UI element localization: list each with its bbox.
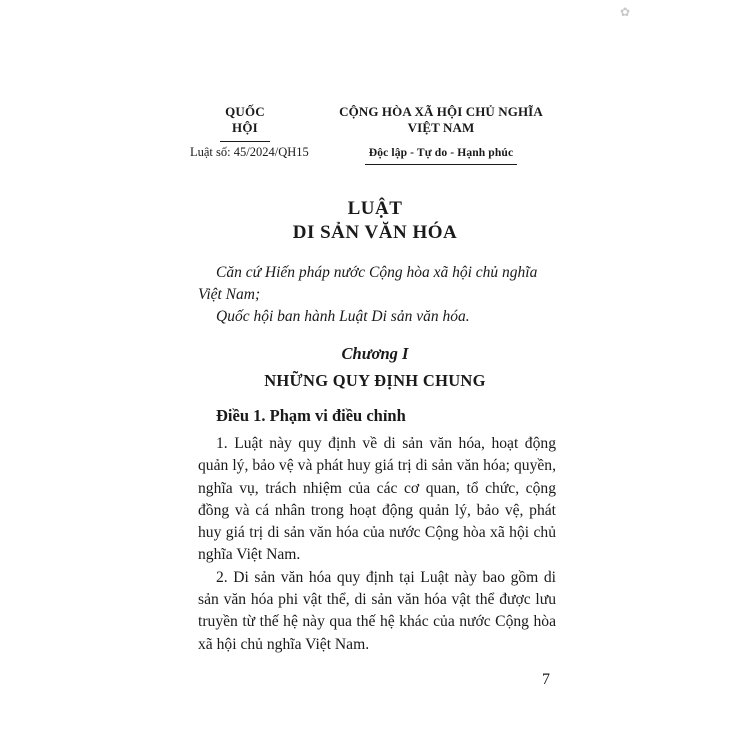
clause: 1. Luật này quy định về di sản văn hóa, hoạt động quản lý, bảo vệ và phát huy giá trị di sản văn hóa; quyền, nghĩa vụ, trách nhiệm của các cơ quan, tổ chức, cộng đồng và cá nhân trong hoạt động quản lý, bảo vệ, phát huy giá trị di sản văn hóa của nước Cộng hòa xã hội chủ nghĩa Việt Nam. bbox=[198, 435, 556, 564]
clause: 2. Di sản văn hóa quy định tại Luật này bao gồm di sản văn hóa phi vật thể, di sản văn hóa vật thể được lưu truyền từ thế hệ này qua thế hệ khác của nước Cộng hòa xã hội chủ nghĩa Việt Nam. bbox=[198, 568, 556, 653]
republic-name: CỘNG HÒA XÃ HỘI CHỦ NGHĨA VIỆT NAM bbox=[339, 104, 543, 135]
motto-underline bbox=[365, 164, 517, 165]
flower-icon: ✿ bbox=[620, 5, 631, 19]
article-body bbox=[198, 433, 556, 656]
page-number: 7 bbox=[542, 671, 550, 688]
preamble-line: Quốc hội ban hành Luật Di sản văn hóa. bbox=[216, 308, 470, 325]
preamble-line: Căn cứ Hiến pháp nước Cộng hòa xã hội chủ nghĩa Việt Nam; bbox=[198, 264, 538, 303]
national-motto: Độc lập - Tự do - Hạnh phúc bbox=[368, 146, 514, 159]
law-number: Luật số: 45/2024/QH15 bbox=[190, 145, 309, 159]
chapter-name: NHỮNG QUY ĐỊNH CHUNG bbox=[264, 371, 486, 390]
document-title: DI SẢN VĂN HÓA bbox=[292, 222, 458, 243]
issuer-block bbox=[213, 104, 277, 142]
chapter-label: Chương I bbox=[341, 344, 409, 363]
issuer-underline bbox=[220, 141, 270, 142]
document-type: LUẬT bbox=[347, 198, 403, 219]
preamble bbox=[198, 262, 558, 328]
article-heading: Điều 1. Phạm vi điều chỉnh bbox=[216, 406, 406, 425]
issuer-name: QUỐC HỘI bbox=[225, 104, 265, 135]
national-header bbox=[322, 104, 560, 165]
